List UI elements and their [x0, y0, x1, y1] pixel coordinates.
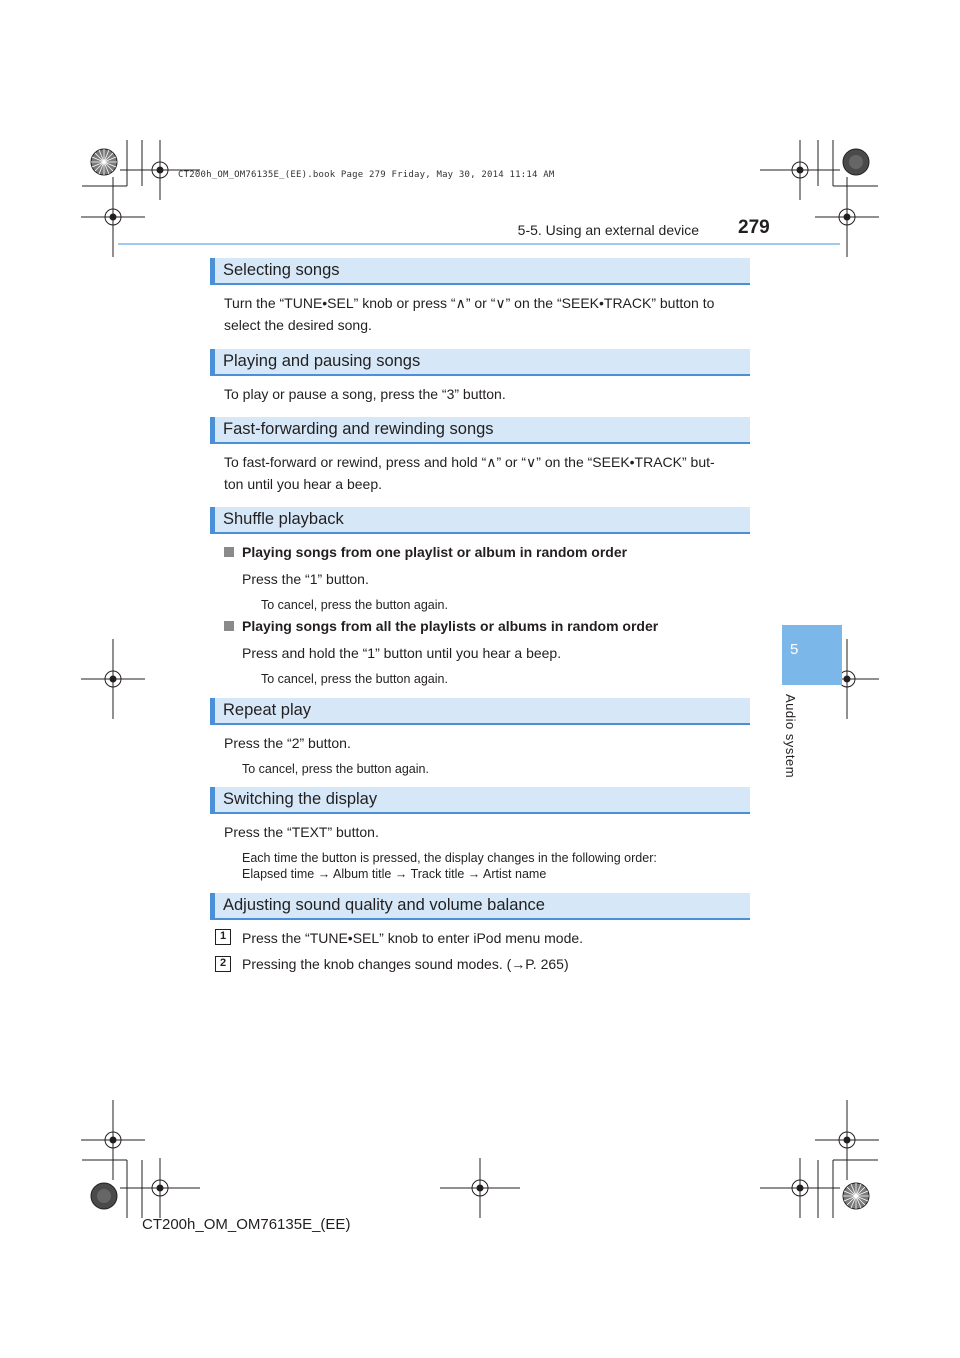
note-text: To cancel, press the button again. [261, 598, 448, 612]
chapter-number: 5 [790, 641, 799, 658]
square-bullet-icon [224, 621, 234, 631]
chapter-title: Audio system [783, 694, 798, 779]
section-title: Switching the display [223, 790, 378, 808]
step-text: Pressing the knob changes sound modes. (→P. 265) [242, 956, 569, 972]
section-bar-selecting-songs [210, 258, 750, 285]
section-title: Fast-forwarding and rewinding songs [223, 420, 494, 438]
note-text: To cancel, press the button again. [242, 762, 429, 776]
page-number: 279 [738, 217, 770, 238]
body-text: ton until you hear a beep. [224, 476, 383, 492]
body-text: Press the “2” button. [224, 735, 351, 751]
body-text: Press the “TEXT” button. [224, 824, 379, 840]
header-rule [118, 243, 840, 245]
section-title: Adjusting sound quality and volume balance [223, 896, 545, 914]
body-text: Turn the “TUNE•SEL” knob or press “∧” or “∨” on the “SEEK•TRACK” button to [224, 295, 715, 311]
print-info: CT200h_OM_OM76135E_(EE).book Page 279 Friday, May 30, 2014 11:14 AM [178, 170, 555, 180]
section-bar-adjusting-sound [210, 893, 750, 920]
section-bar-fast-forwarding [210, 417, 750, 444]
subheading: Playing songs from one playlist or album in random order [224, 544, 627, 560]
section-title: Selecting songs [223, 261, 340, 279]
step-number-badge: 2 [215, 956, 231, 972]
body-text: To fast-forward or rewind, press and hold “∧” or “∨” on the “SEEK•TRACK” but- [224, 454, 715, 470]
note-text: To cancel, press the button again. [261, 672, 448, 686]
note-text: Elapsed time → Album title → Track title → Artist name [242, 867, 547, 881]
section-title: Shuffle playback [223, 510, 344, 528]
step-text: Press the “TUNE•SEL” knob to enter iPod menu mode. [242, 930, 584, 946]
body-text: Press the “1” button. [242, 571, 369, 587]
body-text: select the desired song. [224, 317, 372, 333]
note-text: Each time the button is pressed, the display changes in the following order: [242, 851, 657, 865]
step-number-badge: 1 [215, 929, 231, 945]
subheading: Playing songs from all the playlists or albums in random order [224, 618, 658, 634]
body-text: To play or pause a song, press the “3” button. [224, 386, 506, 402]
section-title: Playing and pausing songs [223, 352, 421, 370]
section-title: Repeat play [223, 701, 312, 719]
section-bar-switching-display [210, 787, 750, 814]
body-text: Press and hold the “1” button until you hear a beep. [242, 645, 562, 661]
header-section-title: 5-5. Using an external device [517, 222, 699, 238]
section-bar-repeat-play [210, 698, 750, 725]
section-bar-shuffle-playback [210, 507, 750, 534]
square-bullet-icon [224, 547, 234, 557]
footer-document-code: CT200h_OM_OM76135E_(EE) [142, 1216, 351, 1233]
section-bar-playing-pausing [210, 349, 750, 376]
